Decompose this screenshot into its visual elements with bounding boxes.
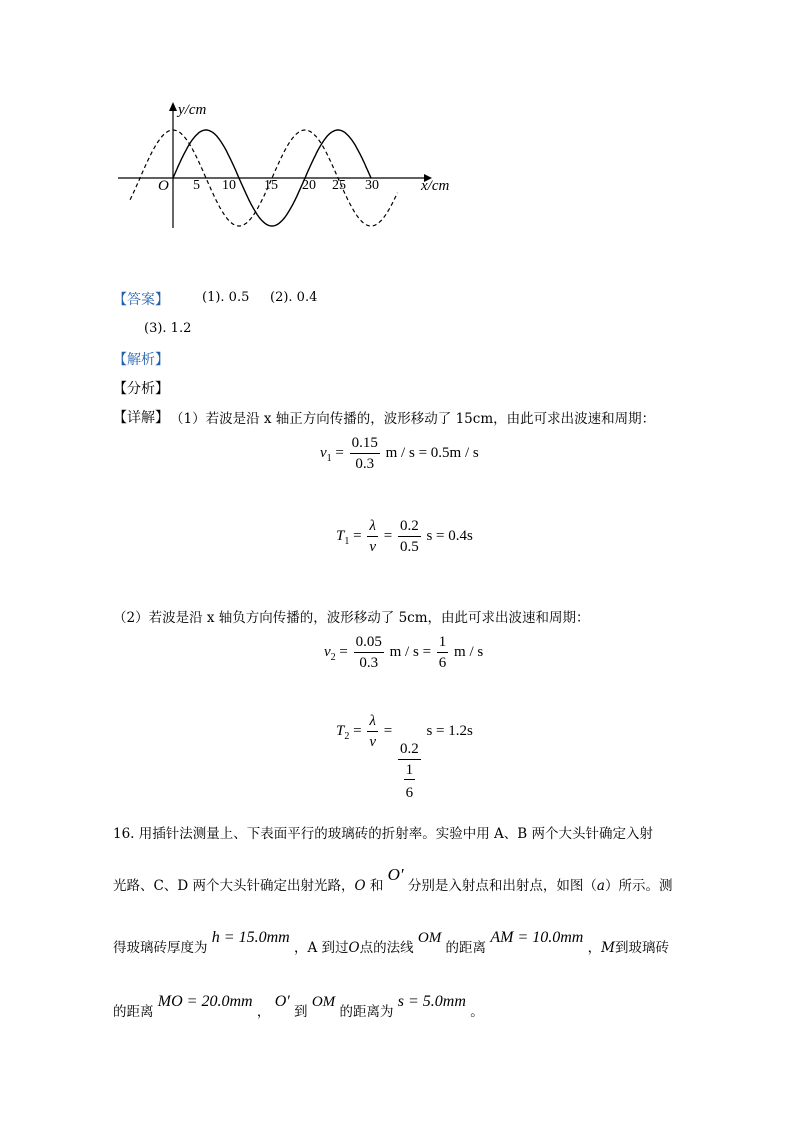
eq2-fraction-lambda: $\frac{\lambda}{v}$ — [369, 518, 376, 555]
y-axis-arrow — [169, 102, 177, 111]
x-tick-10: 10 — [222, 178, 236, 193]
x-tick-20: 20 — [302, 178, 316, 193]
detail-tag: 【详解】 — [113, 410, 169, 426]
fenxi-tag: 【分析】 — [113, 381, 169, 397]
equation-v1: $v_1$ = $\frac{0.15}{0.3}$ m / s = 0.5m / s — [320, 435, 479, 472]
eq3-fraction-sixth: $\frac{1}{6}$ — [438, 634, 447, 671]
q16-line1: 16. 用插针法测量上、下表面平行的玻璃砖的折射率。实验中用 A、B 两个大头针确定入射 — [113, 826, 654, 842]
eq2-fraction-values: $\frac{0.2}{0.5}$ — [399, 518, 419, 555]
equation-v2: $v_2$ = $\frac{0.05}{0.3}$ m / s = $\frac{1}{6}$ m / s — [324, 634, 484, 671]
eq1-lhs: v — [320, 444, 327, 461]
eq4-fraction-values: 0.2 1 6 — [399, 740, 419, 801]
x-tick-15: 15 — [264, 178, 278, 193]
answer-item-3: (3). 1.2 — [144, 321, 192, 336]
analysis-tag: 【解析】 — [113, 352, 169, 368]
eq3-fraction: $\frac{0.05}{0.3}$ — [355, 634, 382, 671]
answer-tag: 【答案】 — [113, 292, 169, 308]
q16-line4: 的距离 MO = 20.0mm ， O′ 到 OM 的距离为 s = 5.0mm 。 — [113, 993, 484, 1020]
wave-graph — [0, 0, 800, 260]
answer-item-1: (1). 0.5 — [202, 290, 250, 305]
q16-line3: 得玻璃砖厚度为 h = 15.0mm ，A 到过O点的法线 OM 的距离 AM = 10.0mm ，M到玻璃砖 — [113, 929, 669, 956]
detail-part2-text: （2）若波是沿 x 轴负方向传播的，波形移动了 5cm，由此可求出波速和周期： — [113, 610, 590, 626]
eq1-sub: 1 — [326, 452, 332, 464]
eq1-fraction: $\frac{0.15}{0.3}$ — [351, 435, 378, 472]
eq4-fraction-lambda: $\frac{\lambda}{v}$ — [369, 713, 376, 750]
x-tick-25: 25 — [332, 178, 346, 193]
answer-item-2: (2). 0.4 — [270, 290, 318, 305]
origin-label: O — [158, 178, 169, 194]
x-tick-30: 30 — [365, 178, 379, 193]
eq1-rhs: m / s = 0.5m / s — [385, 444, 479, 461]
x-axis-label: x/cm — [421, 178, 450, 194]
q16-line2: 光路、C、D 两个大头针确定出射光路，O 和 O′ 分别是入射点和出射点，如图（a）所示。测 — [113, 865, 673, 894]
equation-T1: $T_1$ = $\frac{\lambda}{v}$ = $\frac{0.2}{0.5}$ s = 0.4s — [336, 518, 473, 555]
x-tick-5: 5 — [193, 178, 200, 193]
detail-part1-text: （1）若波是沿 x 轴正方向传播的，波形移动了 15cm，由此可求出波速和周期： — [170, 411, 656, 427]
y-axis-label: y/cm — [178, 102, 207, 118]
equation-T2: $T_2$ = $\frac{\lambda}{v}$ = 0.2 1 6 s = 1.2s — [336, 713, 473, 801]
